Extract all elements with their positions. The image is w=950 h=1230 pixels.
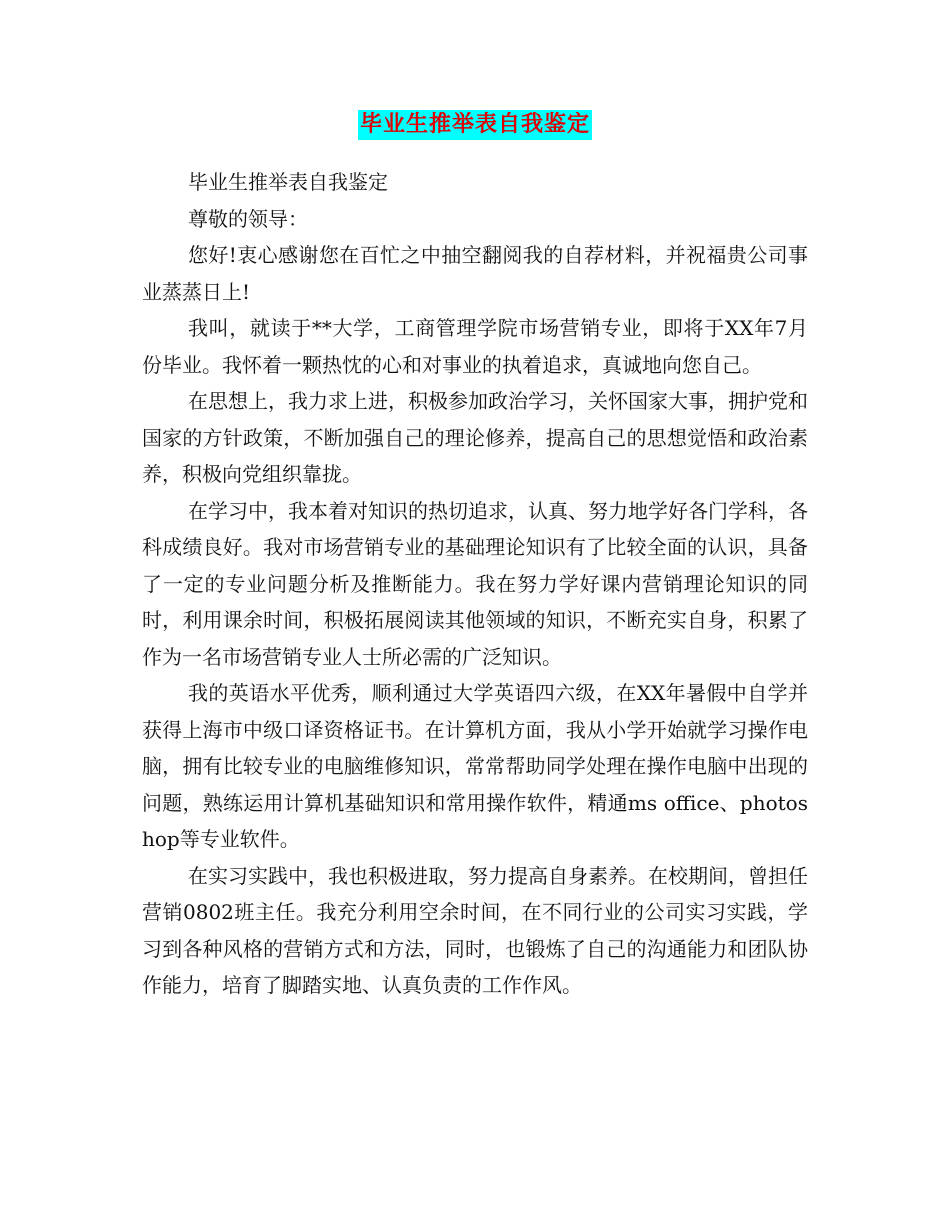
paragraph-greeting: 您好!衷心感谢您在百忙之中抽空翻阅我的自荐材料，并祝福贵公司事业蒸蒸日上! — [142, 243, 808, 304]
paragraph-study: 在学习中，我本着对知识的热切追求，认真、努力地学好各门学科，各科成绩良好。我对市场营销专业的基础理论知识有了比较全面的认识，具备了一定的专业问题分析及推断能力。我在努力学好课内营销理论知识的同时，利用课余时间，积极拓展阅读其他领域的知识，不断充实自身，积累了作为一名市场营销专业人士所必需的广泛知识。 — [142, 498, 808, 669]
paragraph-subtitle: 毕业生推举表自我鉴定 — [188, 170, 388, 194]
paragraph-introduction: 我叫，就读于**大学，工商管理学院市场营销专业，即将于XX年7月份毕业。我怀着一颗热忱的心和对事业的执着追求，真诚地向您自己。 — [142, 316, 808, 377]
paragraph-practice: 在实习实践中，我也积极进取，努力提高自身素养。在校期间，曾担任营销0802班主任。我充分利用空余时间，在不同行业的公司实习实践，学习到各种风格的营销方式和方法，同时，也锻炼了自己的沟通能力和团队协作能力，培育了脚踏实地、认真负责的工作作风。 — [142, 863, 808, 997]
document-title: 毕业生推举表自我鉴定 — [358, 110, 592, 140]
paragraph-ideology: 在思想上，我力求上进，积极参加政治学习，关怀国家大事，拥护党和国家的方针政策，不断加强自己的理论修养，提高自己的思想觉悟和政治素养，积极向党组织靠拢。 — [142, 389, 808, 486]
title-container — [142, 110, 808, 140]
paragraph-skills: 我的英语水平优秀，顺利通过大学英语四六级，在XX年暑假中自学并获得上海市中级口译资格证书。在计算机方面，我从小学开始就学习操作电脑，拥有比较专业的电脑维修知识，常常帮助同学处理在操作电脑中出现的问题，熟练运用计算机基础知识和常用操作软件，精通ms office、photoshop等专业软件。 — [142, 681, 808, 851]
document-page — [142, 110, 808, 1004]
paragraph-salutation: 尊敬的领导： — [188, 206, 308, 231]
